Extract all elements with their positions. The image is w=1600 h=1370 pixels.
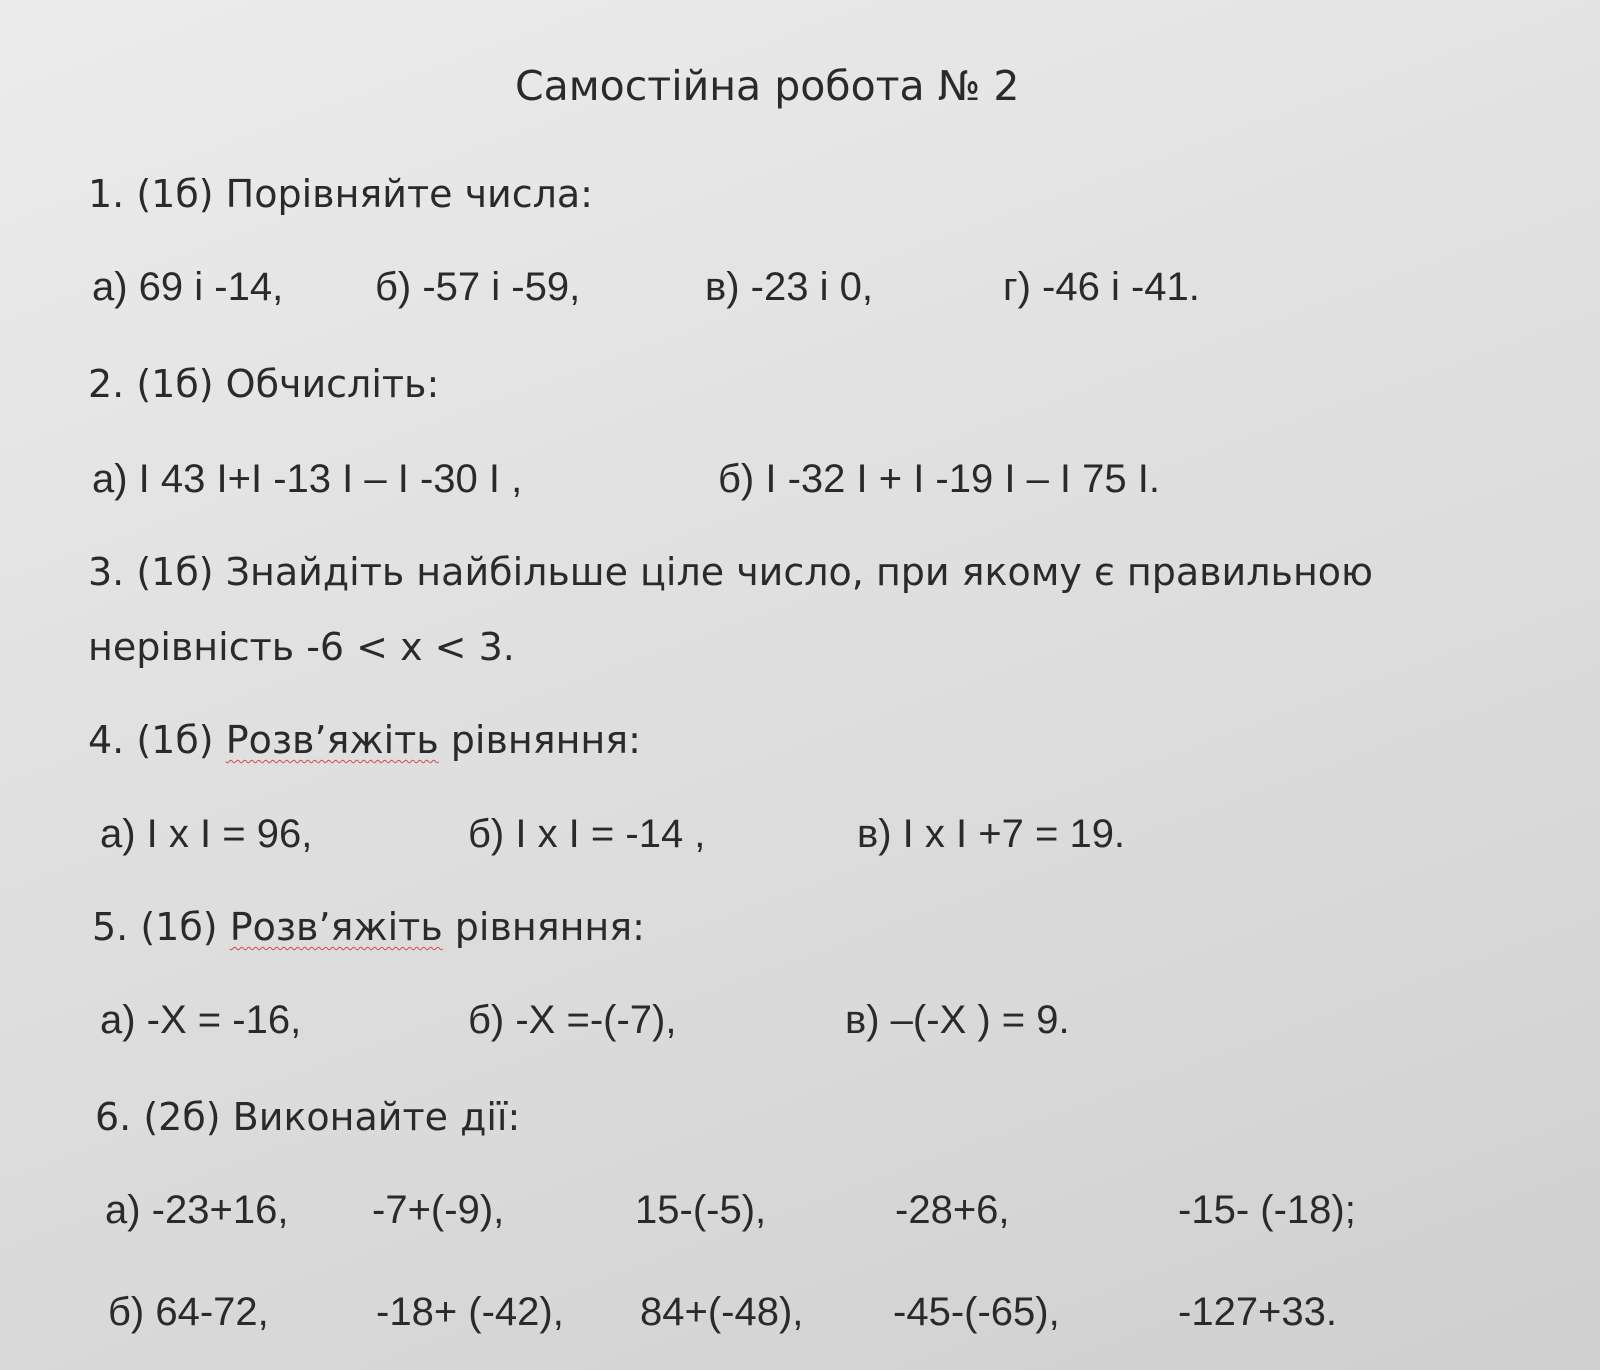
task-3-continuation: нерівність -6 < x < 3. bbox=[88, 625, 515, 669]
task-5-item-b: б) -X =-(-7), bbox=[468, 998, 677, 1042]
task-2-header: 2. (1б) Обчисліть: bbox=[88, 362, 440, 406]
task-4-item-c: в) І x І +7 = 19. bbox=[857, 812, 1126, 856]
task-5-rest: рівняння: bbox=[442, 905, 645, 949]
task-6-row-a-1: а) -23+16, bbox=[105, 1188, 289, 1232]
task-6-row-b-4: -45-(-65), bbox=[893, 1290, 1060, 1334]
task-3-header: 3. (1б) Знайдіть найбільше ціле число, при якому є правильною bbox=[88, 550, 1374, 594]
task-6-row-a-4: -28+6, bbox=[895, 1188, 1010, 1232]
page-title: Самостійна робота № 2 bbox=[515, 62, 1020, 110]
task-6-row-b-1: б) 64-72, bbox=[108, 1290, 269, 1334]
task-5-item-c: в) –(-X ) = 9. bbox=[845, 998, 1070, 1042]
task-5-header bbox=[92, 905, 645, 949]
task-6-row-b-5: -127+33. bbox=[1178, 1290, 1338, 1334]
task-4-rest: рівняння: bbox=[438, 718, 641, 762]
task-6-row-b-3: 84+(-48), bbox=[640, 1290, 804, 1334]
task-4-header bbox=[88, 718, 641, 762]
task-1-item-a: а) 69 і -14, bbox=[92, 265, 284, 309]
task-1-header: 1. (1б) Порівняйте числа: bbox=[88, 172, 593, 216]
task-4-item-b: б) І x І = -14 , bbox=[468, 812, 706, 856]
task-6-row-a-3: 15-(-5), bbox=[635, 1188, 767, 1232]
task-1-item-d: г) -46 і -41. bbox=[1003, 265, 1200, 309]
task-5-item-a: а) -X = -16, bbox=[100, 998, 302, 1042]
task-1-item-b: б) -57 і -59, bbox=[375, 265, 581, 309]
task-4-item-a: а) І x І = 96, bbox=[100, 812, 313, 856]
task-5-word: Розв’яжіть bbox=[229, 905, 443, 949]
task-6-header: 6. (2б) Виконайте дії: bbox=[95, 1095, 521, 1139]
task-6-row-a-5: -15- (-18); bbox=[1178, 1188, 1356, 1232]
task-2-item-a: а) І 43 І+І -13 І – І -30 І , bbox=[92, 457, 523, 501]
task-5-num: 5. (1б) bbox=[92, 905, 230, 949]
task-4-word: Розв’яжіть bbox=[225, 718, 439, 762]
task-4-num: 4. (1б) bbox=[88, 718, 226, 762]
task-1-item-c: в) -23 і 0, bbox=[705, 265, 873, 309]
task-2-item-b: б) І -32 І + І -19 І – І 75 І. bbox=[718, 457, 1160, 501]
task-6-row-b-2: -18+ (-42), bbox=[376, 1290, 564, 1334]
task-6-row-a-2: -7+(-9), bbox=[372, 1188, 505, 1232]
